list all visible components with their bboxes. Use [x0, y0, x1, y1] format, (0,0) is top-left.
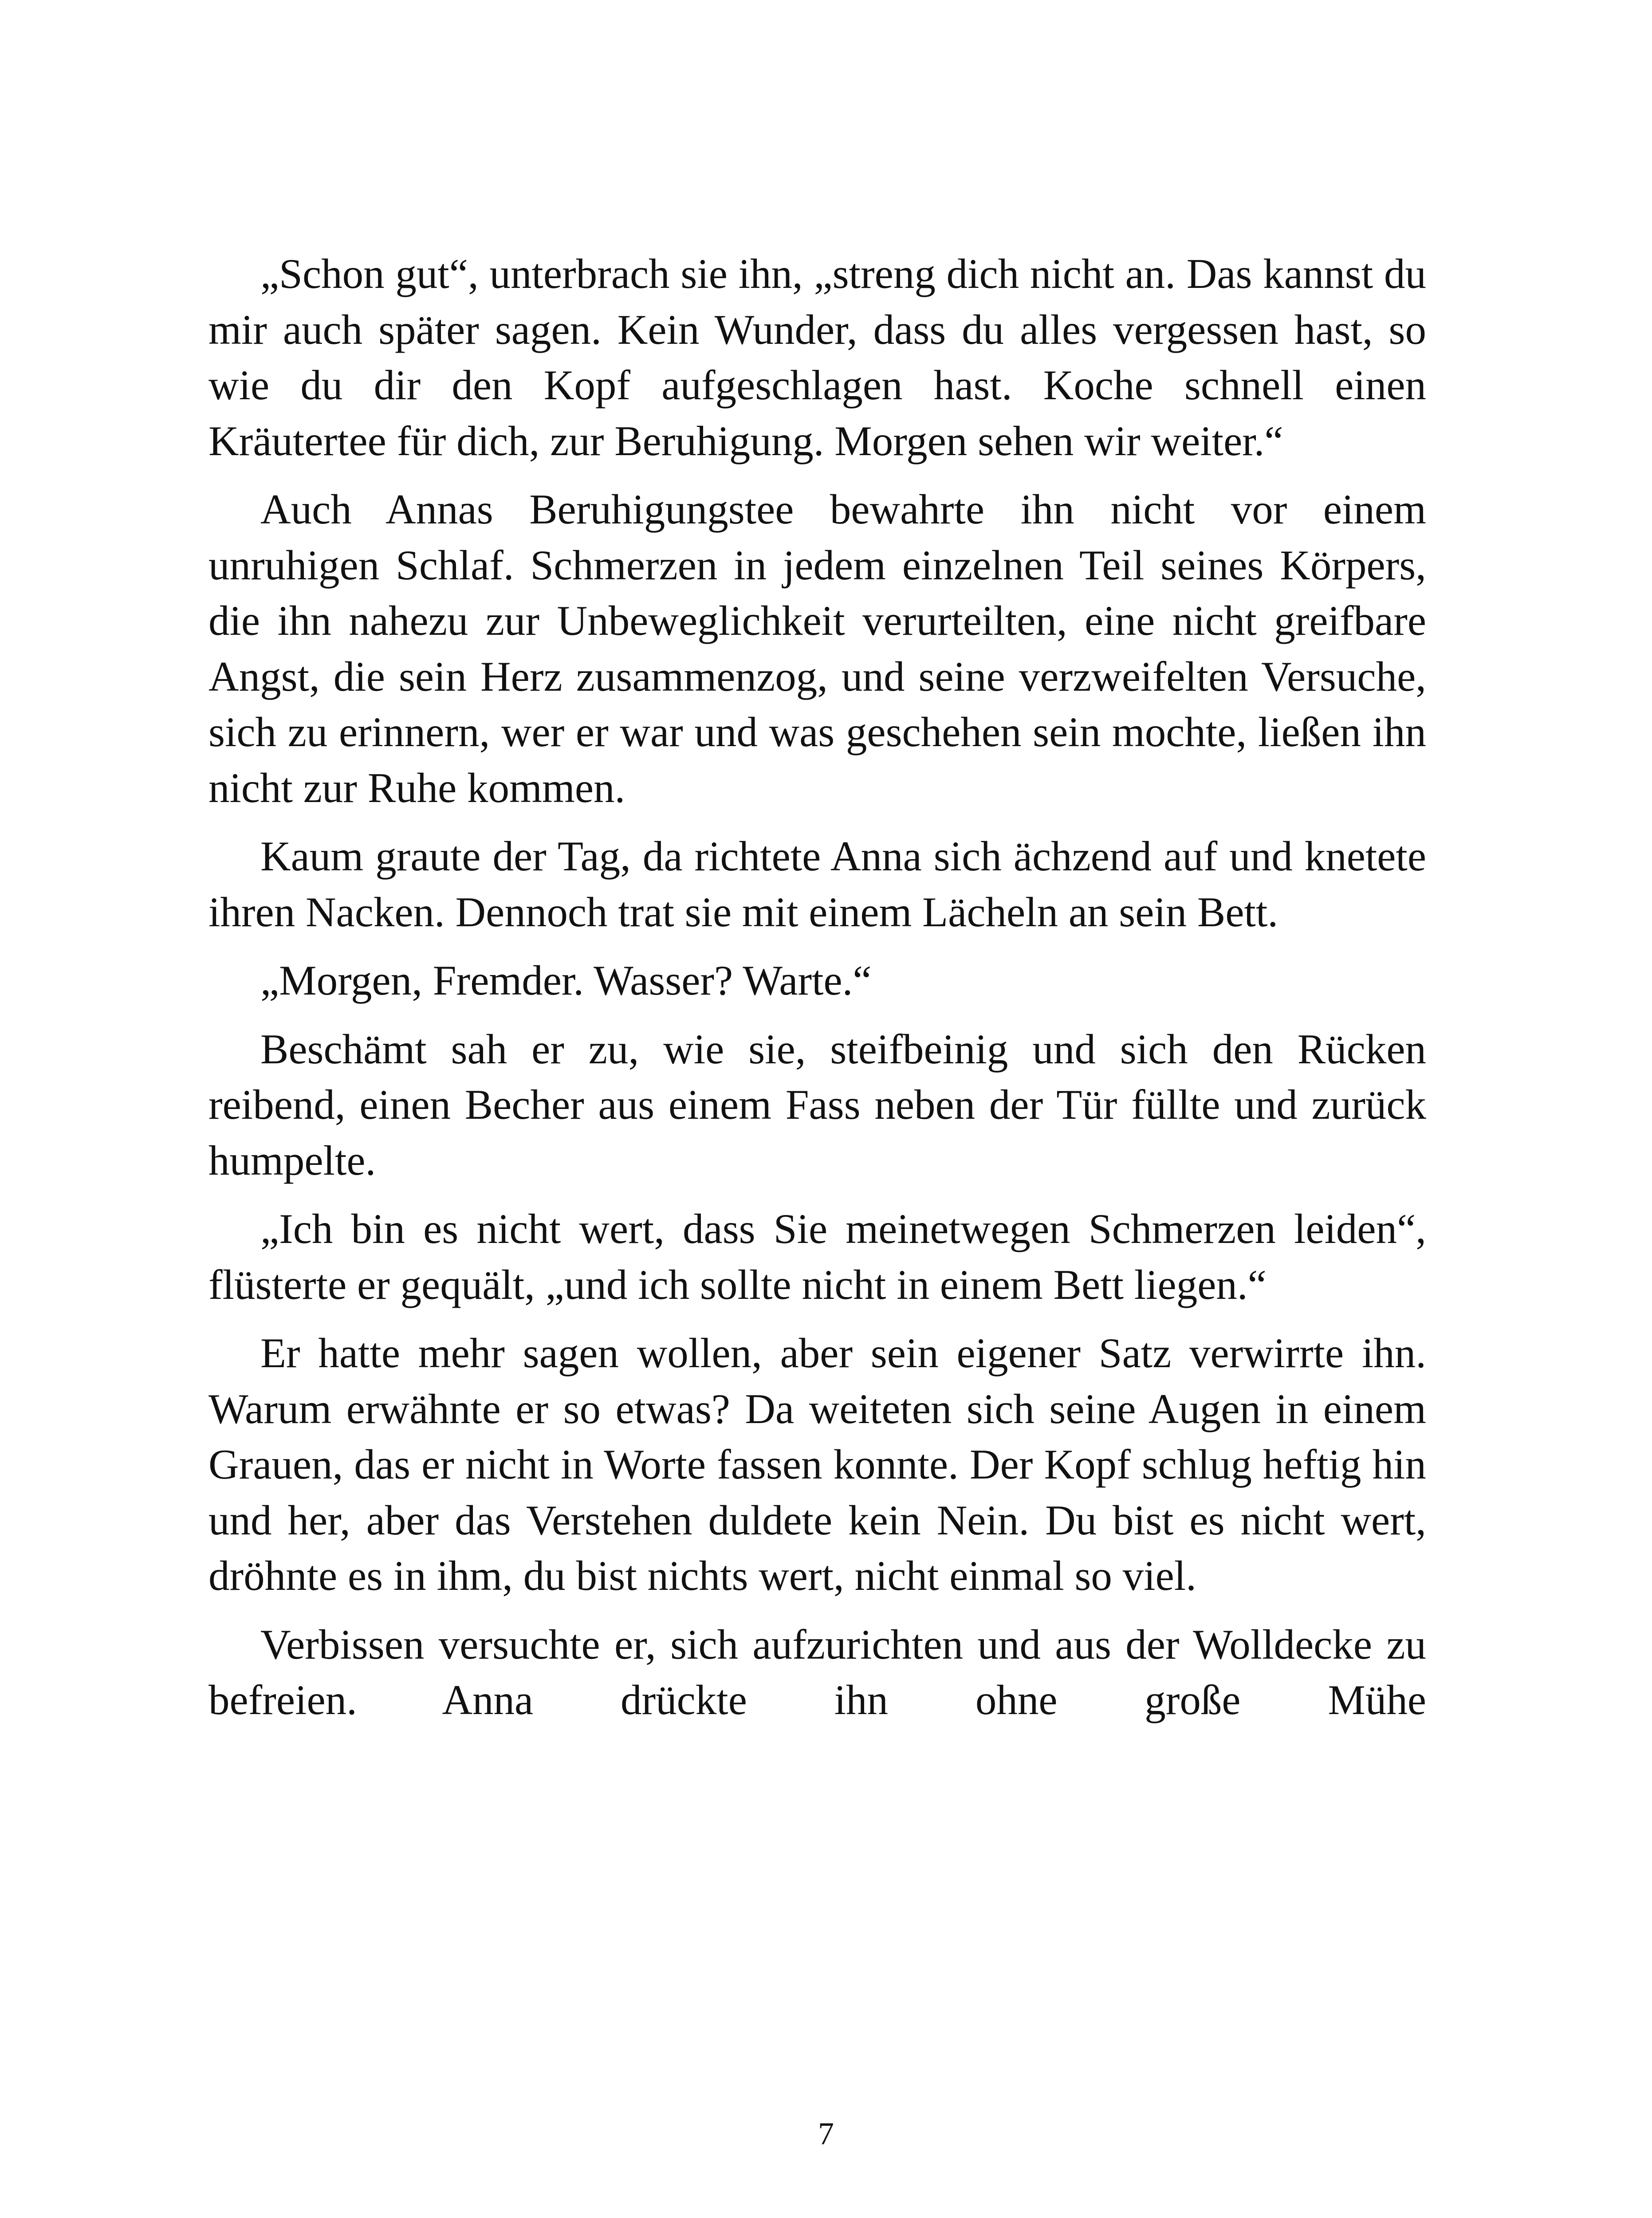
page-number: 7	[818, 2116, 834, 2151]
paragraph-2: Auch Annas Beruhigungstee bewahrte ihn nicht vor einem unruhigen Schlaf. Schmerzen in jedem einzelnen Teil seines Körpers, die ihn nahezu zur Unbeweglichkeit verurteilten, eine nicht greifbare Angst, die sein Herz zusammenzog, und seine verzweifelten Versuche, sich zu erinnern, wer er war und was geschehen sein mochte, ließen ihn nicht zur Ruhe kommen.	[208, 486, 1426, 811]
paragraph-6: „Ich bin es nicht wert, dass Sie meinetwegen Schmerzen leiden“, flüsterte er gequält, „und ich sollte nicht in einem Bett liegen.“	[208, 1205, 1426, 1308]
paragraph-7: Er hatte mehr sagen wollen, aber sein eigener Satz verwirrte ihn. Warum erwähnte er so etwas? Da weiteten sich seine Augen in einem Grauen, das er nicht in Worte fassen konnte. Der Kopf schlug heftig hin und her, aber das Verstehen duldete kein Nein. Du bist es nicht wert, dröhnte es in ihm, du bist nichts wert, nicht einmal so viel.	[208, 1329, 1426, 1599]
body-text	[208, 246, 1426, 1728]
paragraph-3: Kaum graute der Tag, da richtete Anna sich ächzend auf und knetete ihren Nacken. Dennoch trat sie mit einem Lächeln an sein Bett.	[208, 833, 1426, 936]
paragraph-8: Verbissen versuchte er, sich aufzurichten und aus der Wolldecke zu befreien. Anna drückte ihn ohne große Mühe	[208, 1620, 1426, 1723]
paragraph-1: „Schon gut“, unterbrach sie ihn, „streng dich nicht an. Das kannst du mir auch später sagen. Kein Wunder, dass du alles vergessen hast, so wie du dir den Kopf aufgeschlagen hast. Koche schnell einen Kräutertee für dich, zur Beruhigung. Morgen sehen wir weiter.“	[208, 250, 1426, 464]
paragraph-5: Beschämt sah er zu, wie sie, steifbeinig und sich den Rücken reibend, einen Becher aus einem Fass neben der Tür füllte und zurück humpelte.	[208, 1025, 1426, 1184]
paragraph-4: „Morgen, Fremder. Wasser? Warte.“	[260, 957, 872, 1004]
